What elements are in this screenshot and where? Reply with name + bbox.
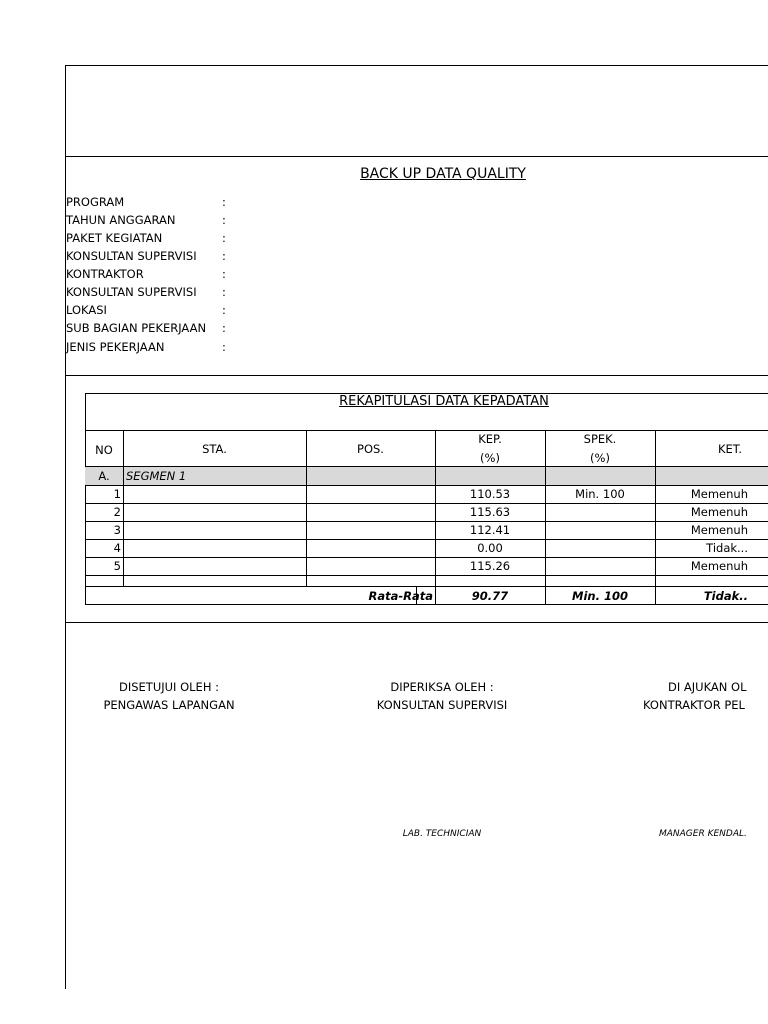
row-no: 3	[113, 523, 121, 537]
row-line	[85, 521, 768, 522]
header-ket: KET.	[717, 442, 743, 456]
row-ket: Memenuh	[690, 559, 748, 573]
info-colon: :	[222, 249, 226, 263]
row-ket: Memenuh	[690, 505, 748, 519]
signature-title: DISETUJUI OLEH :	[118, 680, 219, 694]
row-ket: Tidak...	[706, 541, 748, 555]
info-colon: :	[222, 321, 226, 335]
row-kep: 112.41	[469, 523, 511, 537]
header-top-line	[85, 430, 768, 431]
header-kep: KEP.	[478, 432, 502, 446]
row-ket: Memenuh	[690, 523, 748, 537]
header-spek: SPEK.	[583, 432, 617, 446]
info-label: LOKASI	[66, 303, 107, 317]
info-label: SUB BAGIAN PEKERJAAN	[66, 321, 207, 335]
top-border	[65, 65, 768, 66]
info-separator	[65, 375, 768, 376]
info-label: TAHUN ANGGARAN	[66, 213, 176, 227]
segment-name: SEGMEN 1	[126, 469, 187, 483]
header-no: NO	[95, 443, 113, 457]
signature-party: PENGAWAS LAPANGAN	[103, 698, 235, 712]
summary-label: Rata-Rata	[368, 589, 433, 603]
table-section-separator	[65, 622, 768, 623]
segment-bottom-line	[85, 485, 768, 486]
signature-party: KONSULTAN SUPERVISI	[376, 698, 508, 712]
row-kep: 110.53	[469, 487, 511, 501]
summary-ket: Tidak..	[703, 589, 748, 603]
info-colon: :	[222, 231, 226, 245]
info-colon: :	[222, 195, 226, 209]
document-title: BACK UP DATA QUALITY	[360, 166, 526, 182]
signature-role: LAB. TECHNICIAN	[402, 829, 482, 839]
segment-row	[85, 467, 768, 485]
info-label: KONSULTAN SUPERVISI	[66, 249, 197, 263]
signature-role: MANAGER KENDAL.	[659, 829, 747, 839]
row-line	[85, 539, 768, 540]
segment-code: A.	[98, 469, 110, 483]
row-no: 1	[113, 487, 121, 501]
row-no: 4	[113, 541, 121, 555]
row-kep: 0.00	[477, 541, 503, 555]
header-kep-unit: (%)	[480, 451, 500, 465]
row-no: 5	[113, 559, 121, 573]
row-spek: Min. 100	[575, 487, 625, 501]
row-kep: 115.63	[469, 505, 511, 519]
summary-kep: 90.77	[471, 589, 509, 603]
info-label: JENIS PEKERJAAN	[66, 340, 165, 354]
summary-spek: Min. 100	[572, 589, 628, 603]
info-colon: :	[222, 340, 226, 354]
header-spek-unit: (%)	[590, 451, 610, 465]
info-label: PROGRAM	[66, 195, 125, 209]
info-colon: :	[222, 303, 226, 317]
info-label: PAKET KEGIATAN	[66, 231, 163, 245]
signature-party: KONTRAKTOR PEL	[643, 698, 745, 712]
row-line	[85, 557, 768, 558]
table-title: REKAPITULASI DATA KEPADATAN	[339, 394, 549, 409]
row-ket: Memenuh	[690, 487, 748, 501]
header-sta: STA.	[202, 442, 227, 456]
row-line	[85, 586, 768, 587]
info-colon: :	[222, 213, 226, 227]
row-line	[85, 503, 768, 504]
table-bottom-line	[85, 604, 768, 605]
header-separator	[65, 156, 768, 157]
row-line	[85, 575, 768, 576]
row-no: 2	[113, 505, 121, 519]
info-colon: :	[222, 267, 226, 281]
info-colon: :	[222, 285, 226, 299]
signature-title: DIPERIKSA OLEH :	[390, 680, 494, 694]
signature-title: DI AJUKAN OL	[668, 680, 747, 694]
row-kep: 115.26	[469, 559, 511, 573]
info-label: KONSULTAN SUPERVISI	[66, 285, 197, 299]
header-pos: POS.	[357, 442, 384, 456]
info-label: KONTRAKTOR	[66, 267, 144, 281]
